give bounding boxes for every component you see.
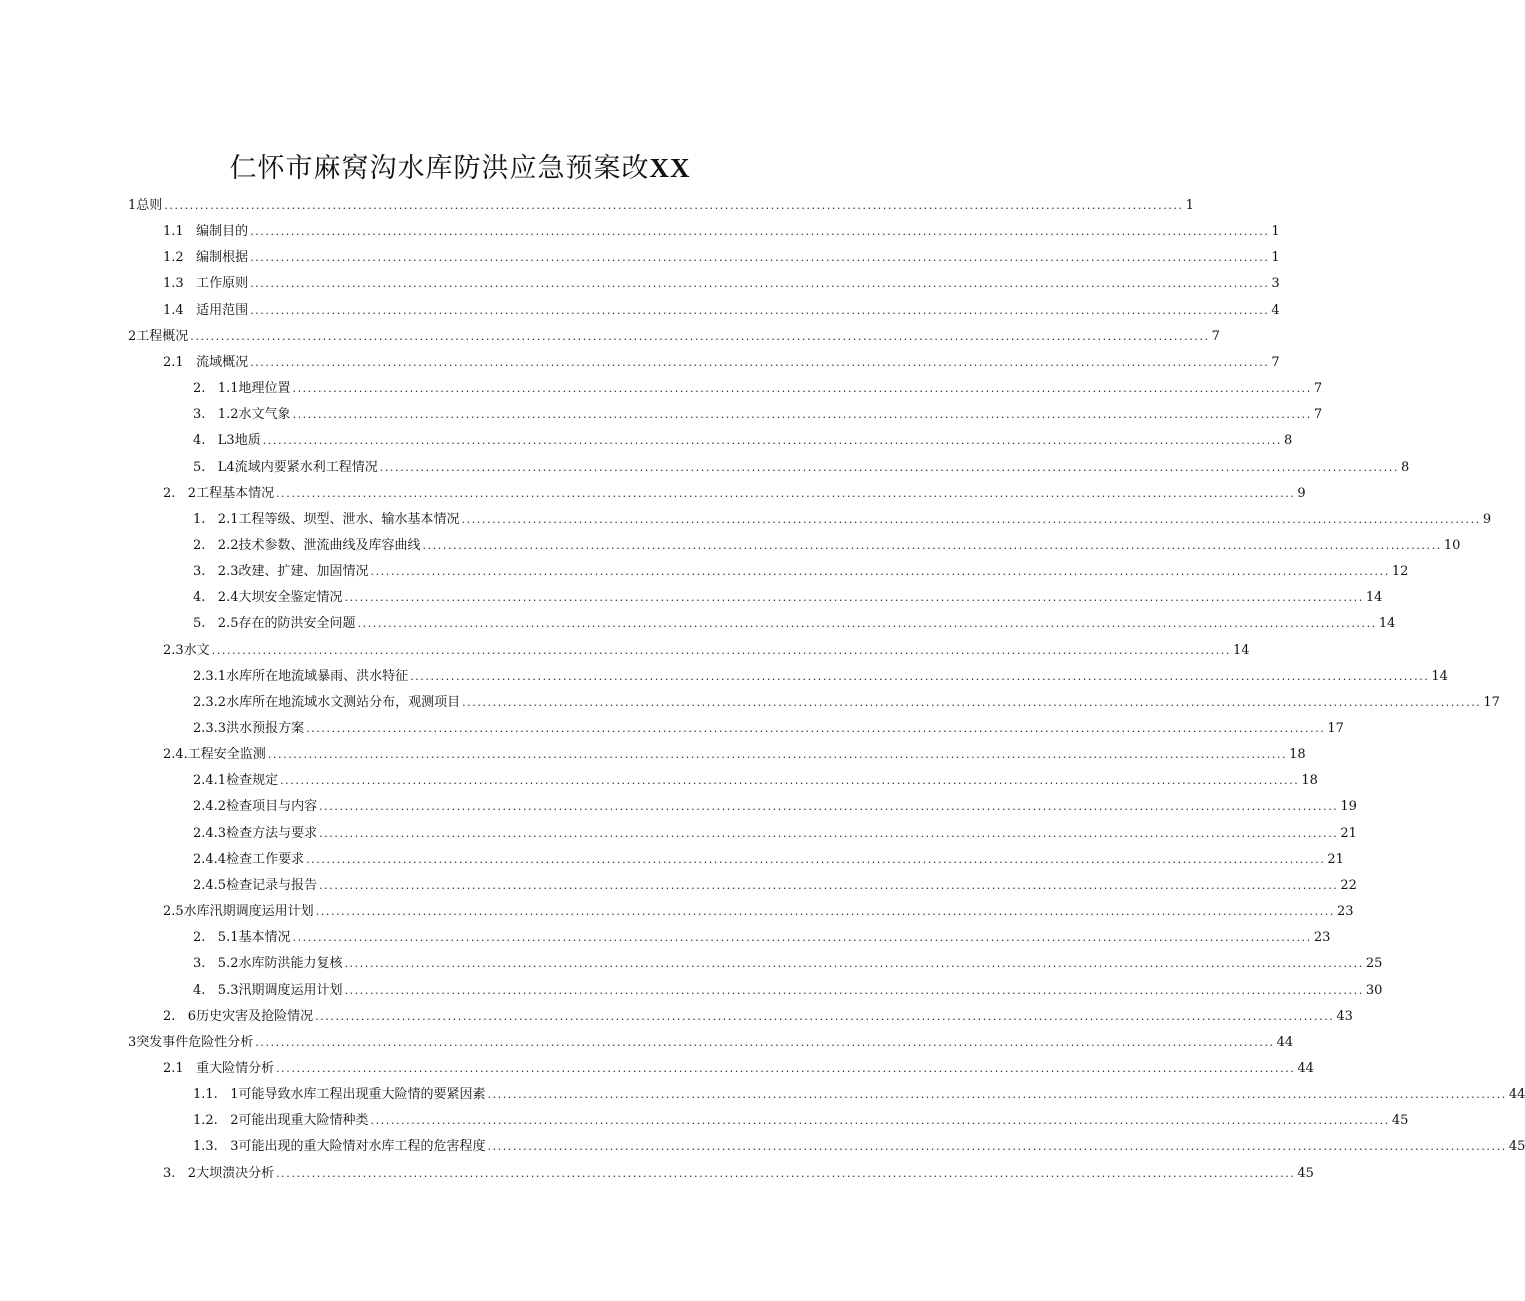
toc-entry[interactable] <box>193 1079 1525 1103</box>
toc-entry-page: 8 <box>1284 433 1293 449</box>
toc-entry[interactable] <box>193 661 1448 685</box>
toc-entry[interactable] <box>193 373 1323 397</box>
toc-entry-label: 2.5水库汛期调度运用计划 <box>163 904 314 920</box>
toc-leader-dots: ........................................................................................................................................................................................................ <box>357 617 1377 631</box>
toc-entry-page: 14 <box>1378 616 1396 632</box>
toc-entry[interactable] <box>193 844 1344 868</box>
toc-leader-dots: ........................................................................................................................................................................................................ <box>315 905 1336 919</box>
toc-entry-page: 18 <box>1289 747 1306 763</box>
toc-entry-page: 17 <box>1483 694 1500 710</box>
toc-entry[interactable] <box>193 1131 1525 1155</box>
toc-entry-label: 2. 2工程基本情况 <box>163 485 275 501</box>
toc-entry[interactable] <box>128 1027 1294 1051</box>
toc-entry-page: 25 <box>1365 956 1383 972</box>
toc-entry-label: 2. 2.2技术参数、泄流曲线及库容曲线 <box>193 537 421 553</box>
toc-entry[interactable] <box>163 295 1280 319</box>
toc-entry-page: 8 <box>1401 459 1410 475</box>
toc-leader-dots: ........................................................................................................................................................................................................ <box>319 826 1339 840</box>
toc-leader-dots: ........................................................................................................................................................................................................ <box>250 225 1270 239</box>
toc-entry-label: 1.3 工作原则 <box>163 276 249 292</box>
toc-leader-dots: ........................................................................................................................................................................................................ <box>315 1009 1335 1023</box>
toc-entry-page: 44 <box>1276 1034 1294 1050</box>
toc-leader-dots: ........................................................................................................................................................................................................ <box>276 1166 1296 1180</box>
toc-entry-page: 9 <box>1297 485 1306 501</box>
toc-entry[interactable] <box>193 687 1500 711</box>
toc-leader-dots: ........................................................................................................................................................................................................ <box>262 434 1283 448</box>
toc-entry-page: 23 <box>1337 904 1354 920</box>
toc-leader-dots: ........................................................................................................................................................................................................ <box>250 303 1270 317</box>
toc-entry-label: 2.4.5检查记录与报告 <box>193 877 318 893</box>
toc-leader-dots: ........................................................................................................................................................................................................ <box>370 1114 1390 1128</box>
toc-leader-dots: ........................................................................................................................................................................................................ <box>344 983 1364 997</box>
toc-entry-page: 43 <box>1336 1008 1353 1024</box>
toc-entry[interactable] <box>163 347 1280 371</box>
toc-entry-page: 14 <box>1431 668 1448 684</box>
toc-leader-dots: ........................................................................................................................................................................................................ <box>190 329 1210 343</box>
toc-entry[interactable] <box>193 504 1492 528</box>
toc-entry-label: 2.4.3检查方法与要求 <box>193 825 318 841</box>
toc-entry-label: 1.3. 3可能出现的重大险情对水库工程的危害程度 <box>193 1139 486 1155</box>
toc-entry-label: 4. L3地质 <box>193 433 261 449</box>
toc-entry-page: 7 <box>1313 381 1323 397</box>
toc-entry-page: 19 <box>1340 799 1357 815</box>
toc-entry[interactable] <box>193 765 1318 789</box>
toc-entry-page: 21 <box>1327 851 1344 867</box>
toc-entry-label: 2. 1.1地理位置 <box>193 381 291 397</box>
toc-entry[interactable] <box>163 1053 1314 1077</box>
toc-leader-dots: ........................................................................................................................................................................................................ <box>379 460 1400 474</box>
toc-entry-page: 4 <box>1271 302 1280 318</box>
toc-entry[interactable] <box>163 242 1280 266</box>
toc-entry-label: 3. 2.3改建、扩建、加固情况 <box>193 564 369 580</box>
toc-entry-page: 12 <box>1391 564 1409 580</box>
toc-entry-label: 2. 5.1基本情况 <box>193 930 291 946</box>
toc-leader-dots: ........................................................................................................................................................................................................ <box>319 800 1339 814</box>
toc-leader-dots: ........................................................................................................................................................................................................ <box>422 538 1442 552</box>
toc-leader-dots: ........................................................................................................................................................................................................ <box>410 669 1430 683</box>
toc-entry-page: 1 <box>1271 224 1280 240</box>
toc-entry-page: 22 <box>1340 877 1357 893</box>
toc-entry[interactable] <box>163 896 1354 920</box>
toc-entry-page: 23 <box>1313 930 1331 946</box>
toc-entry[interactable] <box>128 190 1194 214</box>
toc-entry-label: 2.3.2水库所在地流域水文测站分布，观测项目 <box>193 694 461 710</box>
toc-entry-label: 2.1 重大险情分析 <box>163 1060 275 1076</box>
toc-entry-label: 2.1 流域概况 <box>163 354 249 370</box>
toc-entry[interactable] <box>163 478 1306 502</box>
toc-entry-page: 1 <box>1271 250 1280 266</box>
toc-entry-page: 14 <box>1233 642 1250 658</box>
toc-entry[interactable] <box>163 1001 1353 1025</box>
toc-entry[interactable] <box>163 739 1306 763</box>
toc-entry-label: 4. 5.3汛期调度运用计划 <box>193 982 343 998</box>
toc-entry-label: 4. 2.4大坝安全鉴定情况 <box>193 590 343 606</box>
toc-entry-page: 18 <box>1301 773 1318 789</box>
toc-leader-dots: ........................................................................................................................................................................................................ <box>461 512 1481 526</box>
toc-entry-page: 3 <box>1271 276 1280 292</box>
toc-entry-label: 1.2. 2可能出现重大险情种类 <box>193 1113 369 1129</box>
toc-entry-page: 7 <box>1211 328 1220 344</box>
toc-entry-page: 10 <box>1443 537 1461 553</box>
toc-leader-dots: ........................................................................................................................................................................................................ <box>306 722 1326 735</box>
toc-entry-label: 2.3水文 <box>163 642 210 658</box>
toc-entry[interactable] <box>193 399 1323 423</box>
toc-leader-dots: ........................................................................................................................................................................................................ <box>370 565 1390 579</box>
toc-entry-label: 1.4 适用范围 <box>163 302 249 318</box>
toc-leader-dots: ........................................................................................................................................................................................................ <box>487 1088 1507 1102</box>
toc-entry[interactable] <box>193 608 1396 632</box>
toc-entry-page: 17 <box>1327 721 1344 736</box>
toc-entry[interactable] <box>193 556 1409 580</box>
toc-entry-label: 2. 6历史灾害及抢险情况 <box>163 1008 314 1024</box>
toc-entry[interactable] <box>193 818 1357 842</box>
toc-entry[interactable] <box>163 1158 1314 1182</box>
toc-entry[interactable] <box>163 635 1250 659</box>
toc-entry-label: 5. 2.5存在的防洪安全问题 <box>193 616 356 632</box>
toc-entry-page: 45 <box>1508 1139 1525 1155</box>
toc-entry-label: 3突发事件危险性分析 <box>128 1034 254 1050</box>
toc-entry-label: 1.2 编制根据 <box>163 250 249 266</box>
toc-entry-label: 2.3.3洪水预报方案 <box>193 721 305 736</box>
toc-leader-dots: ........................................................................................................................................................................................................ <box>250 251 1270 265</box>
toc-entry-label: 2.3.1水库所在地流域暴雨、洪水特征 <box>193 668 409 684</box>
toc-leader-dots: ........................................................................................................................................................................................................ <box>250 277 1270 291</box>
toc-entry-label: 2.4.工程安全监测 <box>163 747 266 763</box>
toc-entry-label: 1.1. 1可能导致水库工程出现重大险情的要紧因素 <box>193 1087 486 1103</box>
toc-entry[interactable] <box>193 975 1383 999</box>
toc-entry[interactable] <box>193 791 1357 815</box>
toc-entry-page: 45 <box>1391 1113 1409 1129</box>
toc-entry-label: 2.4.1检查规定 <box>193 773 279 789</box>
toc-entry-label: 2工程概况 <box>128 328 189 344</box>
title-text: 仁怀市麻窝沟水库防洪应急预案改 <box>229 153 650 184</box>
toc-entry[interactable] <box>193 425 1293 449</box>
toc-leader-dots: ........................................................................................................................................................................................................ <box>164 199 1184 212</box>
toc-leader-dots: ........................................................................................................................................................................................................ <box>280 774 1300 788</box>
toc-entry[interactable] <box>193 582 1383 606</box>
toc-leader-dots: ........................................................................................................................................................................................................ <box>462 695 1482 709</box>
toc-entry[interactable] <box>163 216 1280 240</box>
toc-entry-page: 7 <box>1313 407 1323 423</box>
toc-entry[interactable] <box>193 922 1331 946</box>
toc-leader-dots: ........................................................................................................................................................................................................ <box>255 1035 1275 1049</box>
toc-leader-dots: ........................................................................................................................................................................................................ <box>292 408 1312 422</box>
toc-entry-page: 7 <box>1271 354 1280 370</box>
toc-entry[interactable] <box>163 268 1280 292</box>
toc-entry-label: 3. 5.2水库防洪能力复核 <box>193 956 343 972</box>
toc-entry-label: 2.4.4检查工作要求 <box>193 851 305 867</box>
toc-leader-dots: ........................................................................................................................................................................................................ <box>344 957 1364 971</box>
toc-leader-dots: ........................................................................................................................................................................................................ <box>276 1061 1296 1075</box>
toc-entry-page: 9 <box>1482 511 1492 527</box>
toc-entry-label: 1. 2.1工程等级、坝型、泄水、输水基本情况 <box>193 511 460 527</box>
toc-entry-label: 2.4.2检查项目与内容 <box>193 799 318 815</box>
toc-entry-label: 3. 1.2水文气象 <box>193 407 291 423</box>
toc-entry-page: 44 <box>1297 1060 1314 1076</box>
toc-entry-label: 5. L4流域内要紧水利工程情况 <box>193 459 378 475</box>
document-title <box>0 148 920 189</box>
toc-leader-dots: ........................................................................................................................................................................................................ <box>250 355 1270 369</box>
toc-leader-dots: ........................................................................................................................................................................................................ <box>319 878 1339 892</box>
toc-entry[interactable] <box>193 713 1344 737</box>
toc-entry-page: 30 <box>1365 982 1383 998</box>
toc-leader-dots: ........................................................................................................................................................................................................ <box>211 643 1232 657</box>
toc-entry-label: 3. 2大坝溃决分析 <box>163 1165 275 1181</box>
toc-entry-page: 14 <box>1365 590 1383 606</box>
toc-entry[interactable] <box>193 530 1461 554</box>
toc-leader-dots: ........................................................................................................................................................................................................ <box>292 382 1312 396</box>
toc-leader-dots: ........................................................................................................................................................................................................ <box>344 591 1364 605</box>
toc-leader-dots: ........................................................................................................................................................................................................ <box>306 852 1326 866</box>
toc-entry[interactable] <box>128 321 1220 345</box>
toc-entry[interactable] <box>193 870 1357 894</box>
toc-entry-page: 1 <box>1185 198 1194 213</box>
toc-leader-dots: ........................................................................................................................................................................................................ <box>292 931 1312 945</box>
toc-leader-dots: ........................................................................................................................................................................................................ <box>487 1140 1507 1154</box>
toc-entry-label: 1.1 编制目的 <box>163 224 249 240</box>
toc-entry-page: 21 <box>1340 825 1357 841</box>
toc-leader-dots: ........................................................................................................................................................................................................ <box>267 748 1288 762</box>
toc-leader-dots: ........................................................................................................................................................................................................ <box>276 486 1296 500</box>
toc-entry[interactable] <box>193 1105 1409 1129</box>
toc-entry-page: 45 <box>1297 1165 1314 1181</box>
toc-entry[interactable] <box>193 948 1383 972</box>
toc-entry-label: 1总则 <box>128 198 163 213</box>
toc-entry[interactable] <box>193 452 1410 476</box>
toc-entry-page: 44 <box>1508 1087 1525 1103</box>
title-suffix: XX <box>649 153 691 183</box>
